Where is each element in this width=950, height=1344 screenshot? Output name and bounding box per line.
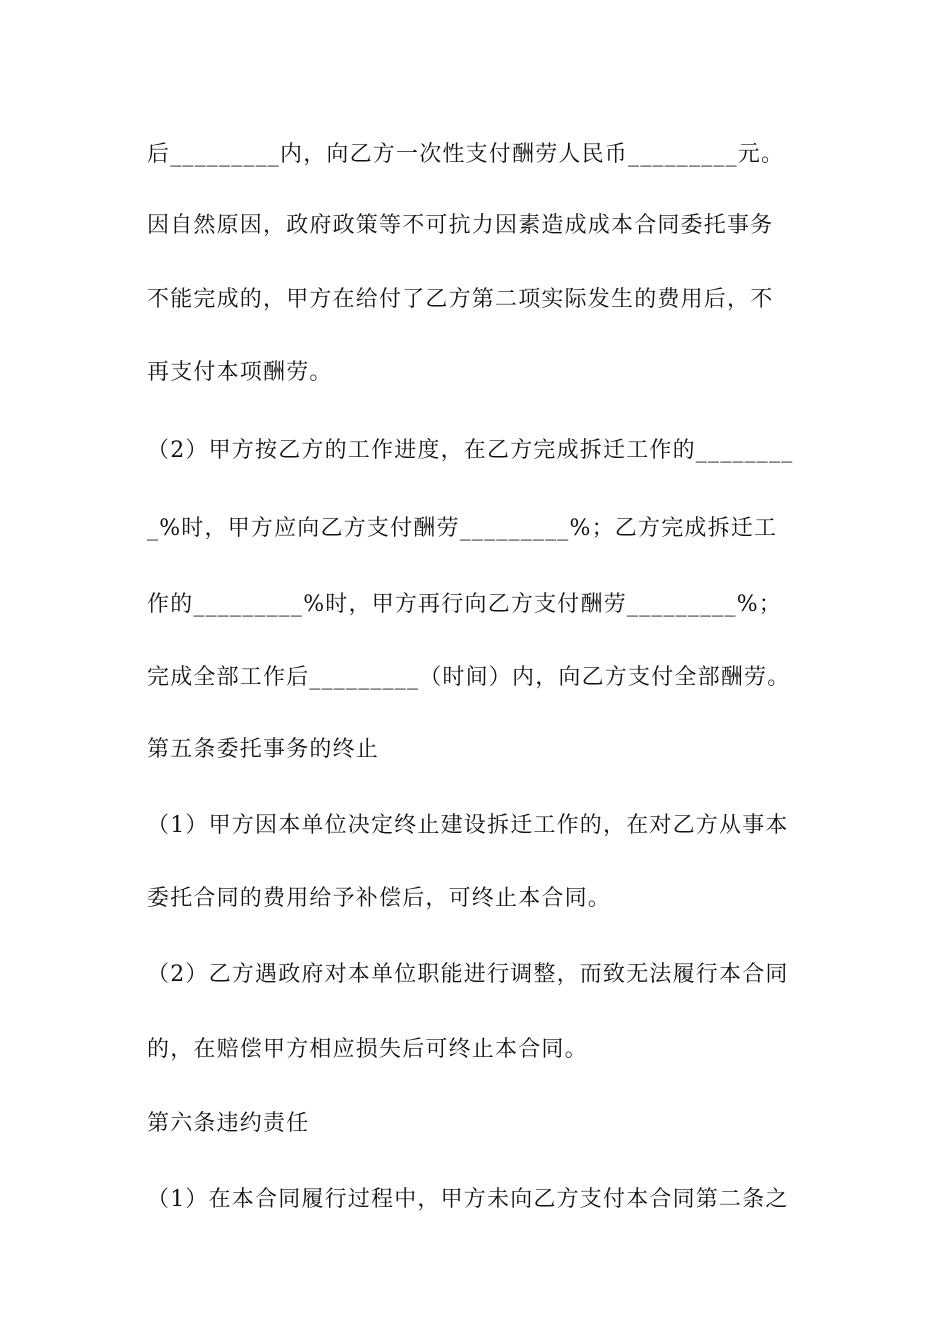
section-heading: 第五条委托事务的终止 <box>147 737 380 762</box>
text-line: 完成全部工作后_________（时间）内，向乙方支付全部酬劳。 <box>147 665 791 690</box>
text-line: _%时，甲方应向乙方支付酬劳_________%；乙方完成拆迁工 <box>147 516 778 541</box>
text-line: 再支付本项酬劳。 <box>147 360 333 385</box>
text-line: 因自然原因，政府政策等不可抗力因素造成成本合同委托事务 <box>147 213 774 238</box>
text-line: 委托合同的费用给予补偿后，可终止本合同。 <box>147 886 612 911</box>
text-line: （1）甲方因本单位决定终止建设拆迁工作的，在对乙方从事本 <box>147 813 789 838</box>
text-line: 的，在赔偿甲方相应损失后可终止本合同。 <box>147 1037 588 1062</box>
text-line: （2）甲方按乙方的工作进度，在乙方完成拆迁工作的________ <box>147 438 794 463</box>
text-line: （2）乙方遇政府对本单位职能进行调整，而致无法履行本合同 <box>147 962 789 987</box>
text-line: （1）在本合同履行过程中，甲方未向乙方支付本合同第二条之 <box>147 1187 789 1212</box>
text-line: 作的_________%时，甲方再行向乙方支付酬劳_________%； <box>147 592 783 617</box>
text-line: 后_________内，向乙方一次性支付酬劳人民币_________元。 <box>147 142 785 167</box>
section-heading: 第六条违约责任 <box>147 1111 310 1136</box>
text-line: 不能完成的，甲方在给付了乙方第二项实际发生的费用后，不 <box>147 287 774 312</box>
